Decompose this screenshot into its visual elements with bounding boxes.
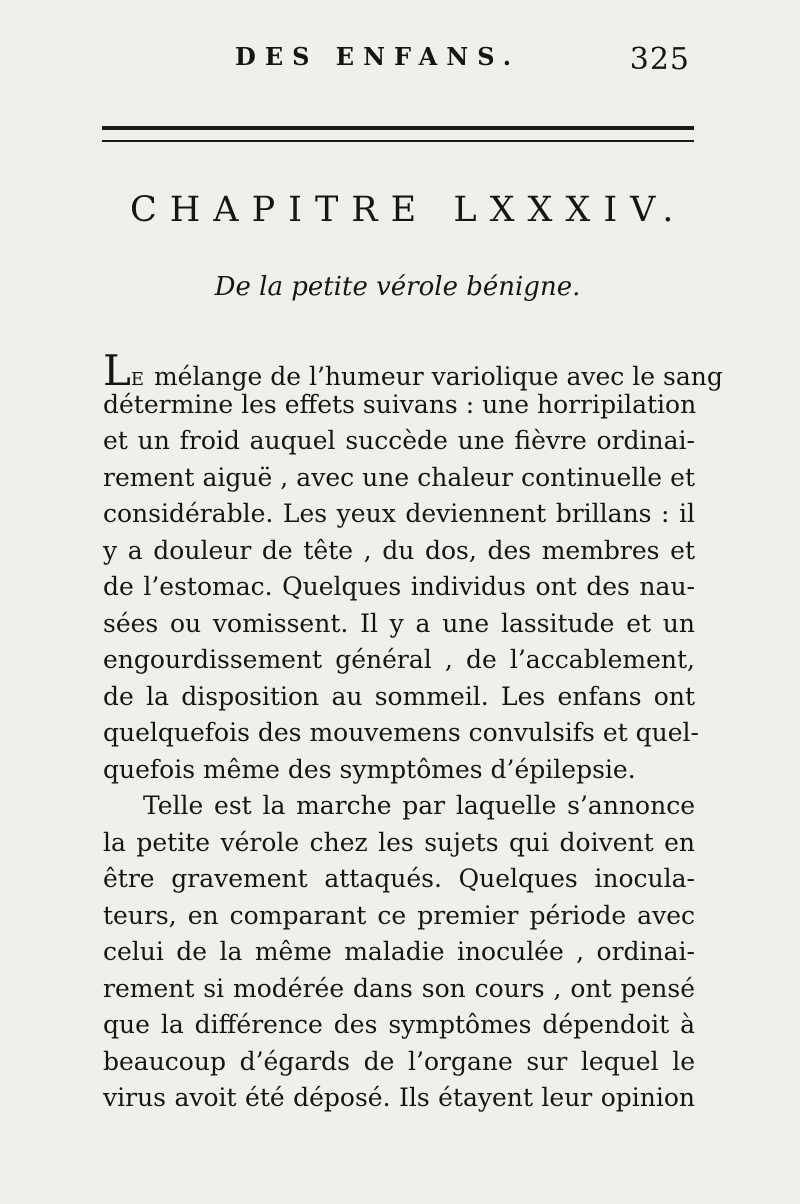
text-line: quelquefois des mouvemens convulsifs et quel- (103, 718, 699, 747)
text-line: de l’estomac. Quelques individus ont des nau- (103, 572, 695, 601)
text-line: Telle est la marche par laquelle s’annonce (143, 791, 695, 820)
text-line: virus avoit été déposé. Ils étayent leur opinion (103, 1083, 695, 1112)
text-line: quefois même des symptômes d’épilepsie. (103, 754, 636, 784)
text-line: la petite vérole chez les sujets qui doivent en (103, 827, 695, 857)
header-rule-thick (102, 126, 694, 130)
page-number: 325 (629, 42, 690, 77)
text-line: rement aiguë , avec une chaleur continuelle et (103, 462, 695, 492)
text-line (103, 346, 723, 395)
drop-cap: L (103, 346, 131, 395)
text-line: être gravement attaqués. Quelques inocula- (103, 864, 695, 893)
chapter-subtitle: De la petite vérole bénigne. (214, 272, 581, 302)
text-line: de la disposition au sommeil. Les enfans ont (103, 681, 695, 711)
text-line: détermine les effets suivans : une horripilation (103, 389, 697, 419)
body-text (103, 346, 723, 1117)
running-title: DES ENFANS. (235, 42, 521, 71)
header-rule-thin (102, 140, 694, 142)
line-text: mélange de l’humeur variolique avec le sang (146, 362, 723, 391)
text-line: considérable. Les yeux deviennent brillans : il (103, 499, 695, 528)
text-line: teurs, en comparant ce premier période avec (103, 900, 695, 930)
running-head (105, 42, 690, 82)
text-line: sées ou vomissent. Il y a une lassitude et un (103, 608, 695, 638)
text-line: engourdissement général , de l’accablement, (103, 645, 695, 674)
text-line: que la différence des symptômes dépendoit à (103, 1010, 695, 1039)
text-line: celui de la même maladie inoculée , ordinai- (103, 937, 695, 966)
text-line: rement si modérée dans son cours , ont pensé (103, 973, 695, 1003)
text-line: y a douleur de tête , du dos, des membres et (103, 535, 695, 565)
chapter-title: CHAPITRE LXXXIV. (130, 190, 687, 230)
text-line: et un froid auquel succède une fièvre ordinai- (103, 426, 695, 455)
text-line: beaucoup d’égards de l’organe sur lequel le (103, 1046, 695, 1076)
small-caps-letter: E (130, 369, 147, 390)
